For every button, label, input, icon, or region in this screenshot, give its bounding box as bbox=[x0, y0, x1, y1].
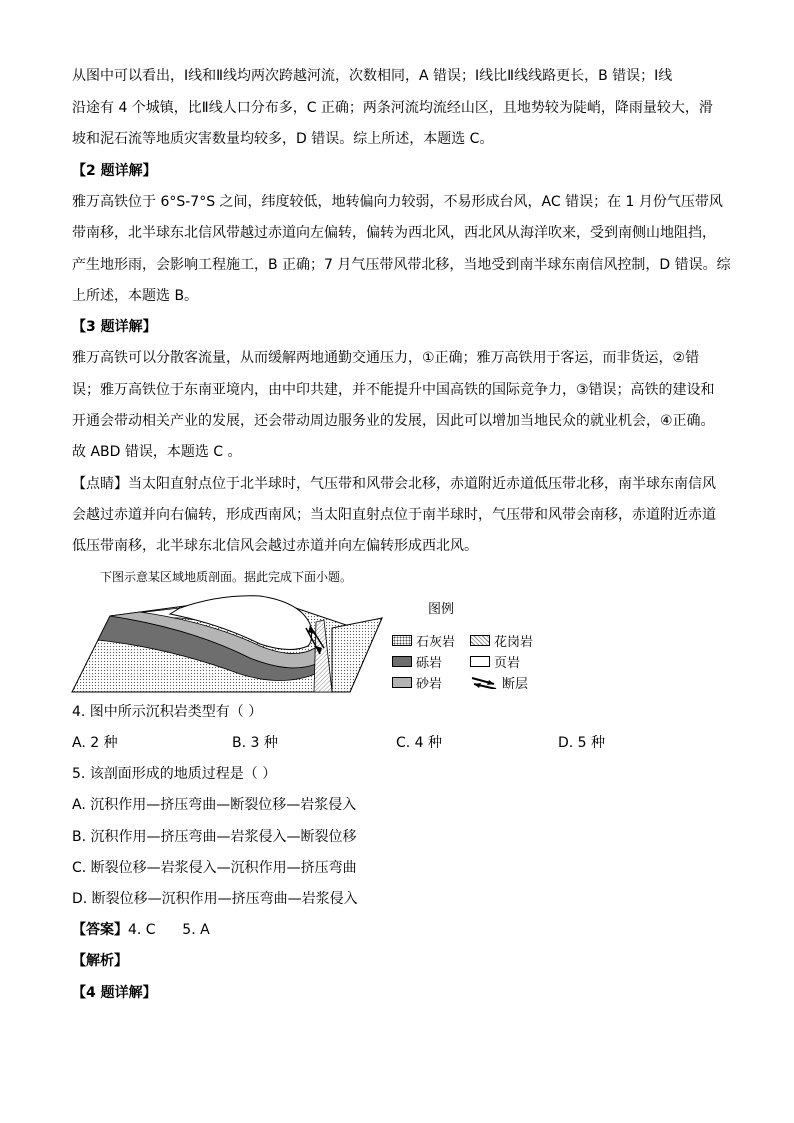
tip-line-1: 【点睛】当太阳直射点位于北半球时，气压带和风带会北移，赤道附近赤道低压带北移，南半球东南信风 bbox=[72, 476, 716, 492]
paragraph-line-6: 带南移，北半球东北信风带越过赤道向左偏转，偏转为西北风，西北风从海洋吹来，受到南侧山地阻挡， bbox=[72, 225, 716, 241]
q5-option-d: D. 断裂位移—沉积作用—挤压弯曲—岩浆侵入 bbox=[72, 891, 358, 907]
legend-item-limestone bbox=[392, 632, 455, 648]
legend-label: 花岗岩 bbox=[494, 634, 534, 650]
legend-title: 图例 bbox=[428, 602, 455, 617]
paragraph-line-2: 沿途有 4 个城镇，比Ⅱ线人口分布多，C 正确；两条河流均流经山区，且地势较为陡峭，降雨量较大，滑 bbox=[72, 100, 713, 116]
paragraph-line-3: 坡和泥石流等地质灾害数量均较多，D 错误。综上所述，本题选 C。 bbox=[72, 131, 494, 147]
legend-label: 页岩 bbox=[494, 655, 521, 671]
q5-option-b: B. 沉积作用—挤压弯曲—岩浆侵入—断裂位移 bbox=[72, 829, 357, 845]
limestone-swatch bbox=[392, 635, 412, 646]
shale-swatch bbox=[470, 656, 490, 667]
legend-item-sandstone bbox=[392, 674, 442, 690]
legend-label: 石灰岩 bbox=[416, 634, 456, 650]
conglomerate-swatch bbox=[392, 656, 412, 667]
paragraph-line-10: 雅万高铁可以分散客流量，从而缓解两地通勤交通压力，①正确；雅万高铁用于客运，而非货运，②错 bbox=[72, 350, 700, 366]
section-heading-q2: 【2 题详解】 bbox=[72, 163, 157, 179]
section-heading-q3: 【3 题详解】 bbox=[72, 319, 157, 335]
paragraph-line-8: 上所述，本题选 B。 bbox=[72, 288, 199, 304]
legend-label: 砂岩 bbox=[416, 676, 443, 692]
fault-symbol-icon bbox=[470, 675, 498, 689]
granite-swatch bbox=[470, 635, 490, 646]
q5-option-c: C. 断裂位移—岩浆侵入—沉积作用—挤压弯曲 bbox=[72, 860, 357, 876]
answer-text: 4. C 5. A bbox=[128, 922, 210, 938]
q4-option-b: B. 3 种 bbox=[232, 735, 278, 751]
section-heading-q4: 【4 题详解】 bbox=[72, 985, 157, 1001]
legend-label: 砾岩 bbox=[416, 655, 443, 671]
tip-line-3: 低压带南移，北半球东北信风会越过赤道并向左偏转形成西北风。 bbox=[72, 538, 478, 554]
legend-label: 断层 bbox=[502, 676, 529, 692]
right-block bbox=[332, 618, 382, 692]
question-5-stem: 5. 该剖面形成的地质过程是（ ） bbox=[72, 766, 277, 782]
paragraph-line-13: 故 ABD 错误，本题选 C 。 bbox=[72, 444, 242, 460]
answer-label: 【答案】 bbox=[72, 922, 128, 938]
q4-option-d: D. 5 种 bbox=[558, 735, 606, 751]
q4-option-a: A. 2 种 bbox=[72, 735, 118, 751]
paragraph-line-11: 误；雅万高铁位于东南亚境内，由中印共建，并不能提升中国高铁的国际竞争力，③错误；高铁的建设和 bbox=[72, 382, 715, 398]
legend-item-granite bbox=[470, 632, 533, 648]
tip-line-2: 会越过赤道并向右偏转，形成西南风；当太阳直射点位于南半球时，气压带和风带会南移，赤道附近赤道 bbox=[72, 507, 716, 523]
paragraph-line-12: 开通会带动相关产业的发展，还会带动周边服务业的发展，因此可以增加当地民众的就业机会，④正确。 bbox=[72, 413, 715, 429]
legend-item-conglomerate bbox=[392, 653, 442, 669]
analysis-heading: 【解析】 bbox=[72, 953, 128, 969]
answer-line bbox=[72, 920, 210, 940]
legend-item-shale bbox=[470, 653, 520, 669]
question-4-stem: 4. 图中所示沉积岩类型有（ ） bbox=[72, 704, 263, 720]
figure-caption: 下图示意某区域地质剖面。据此完成下面小题。 bbox=[100, 570, 353, 584]
paragraph-line-1: 从图中可以看出，Ⅰ线和Ⅱ线均两次跨越河流，次数相同，A 错误；Ⅰ线比Ⅱ线线路更长，B 错误；Ⅰ线 bbox=[72, 68, 673, 84]
figure-legend bbox=[392, 598, 562, 694]
paragraph-line-7: 产生地形雨，会影响工程施工，B 正确；7 月气压带风带北移，当地受到南半球东南信风控制，D 错误。综 bbox=[72, 257, 731, 273]
paragraph-line-5: 雅万高铁位于 6°S-7°S 之间，纬度较低，地转偏向力较弱，不易形成台风，AC 错误；在 1 月份气压带风 bbox=[72, 194, 723, 210]
legend-item-fault bbox=[470, 674, 528, 690]
sandstone-swatch bbox=[392, 677, 412, 688]
q4-option-c: C. 4 种 bbox=[396, 735, 443, 751]
q5-option-a: A. 沉积作用—挤压弯曲—断裂位移—岩浆侵入 bbox=[72, 797, 357, 813]
